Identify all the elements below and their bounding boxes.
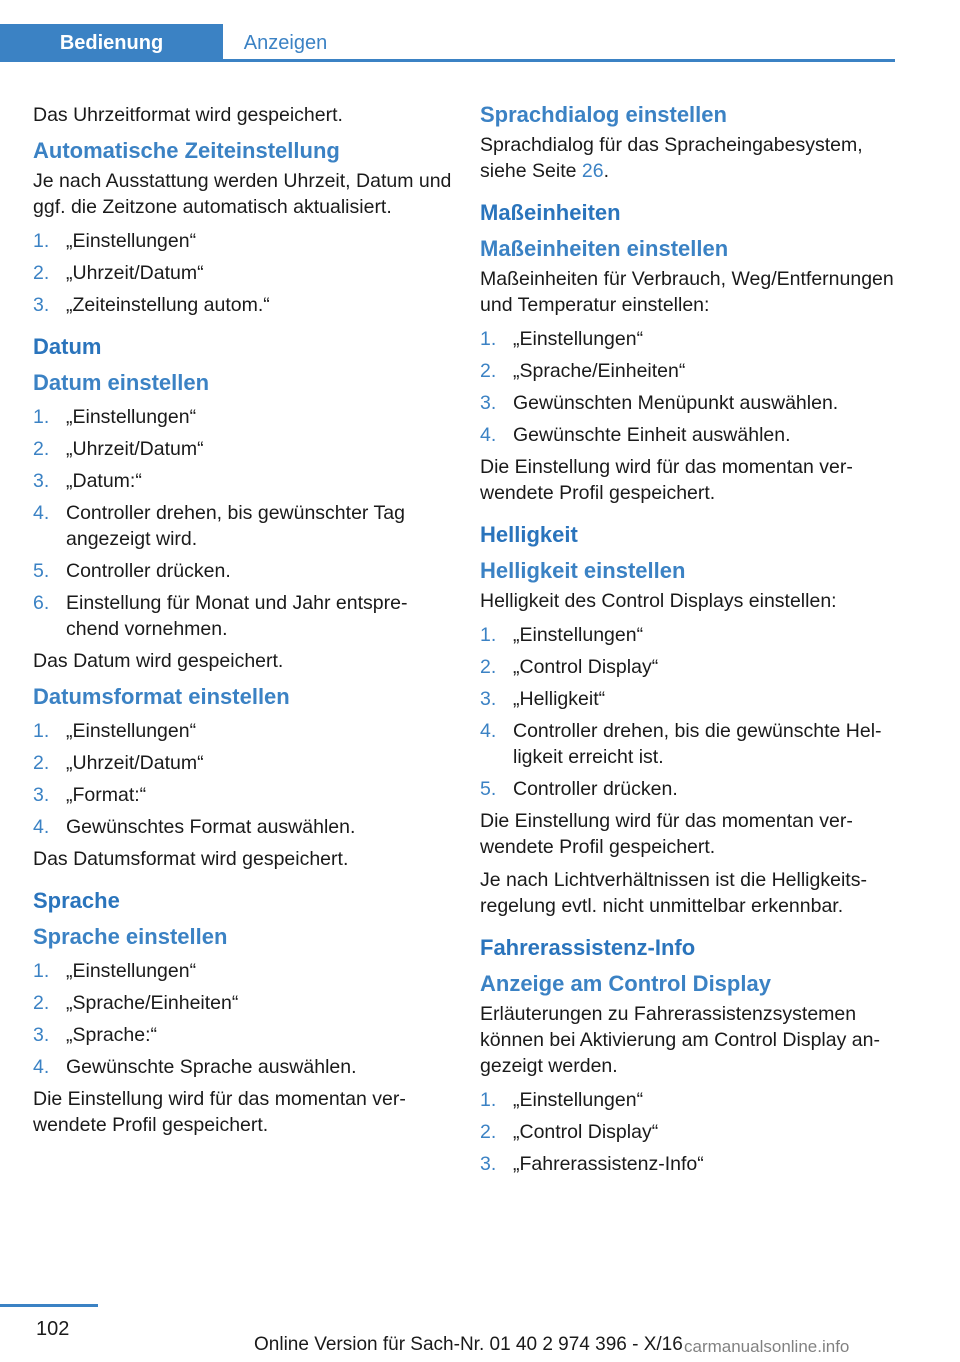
heading-datumsformat-einstellen: Datumsformat einstellen xyxy=(33,684,290,709)
list-item: 3. „Format:“ xyxy=(33,784,147,806)
list-item: 1. „Einstellungen“ xyxy=(33,960,197,982)
steps-einheiten xyxy=(480,326,900,448)
fahrer-description: Erläuterungen zu Fahrerassistenzsystemen können bei Aktivierung am Control Display angezeigt werden. xyxy=(480,1003,880,1077)
list-item: 4. Gewünschte Einheit auswählen. xyxy=(480,424,791,446)
list-item: 1. „Einstellungen“ xyxy=(480,1089,644,1111)
tab-anzeigen-label: Anzeigen xyxy=(243,31,328,54)
list-item: 1. „Einstellungen“ xyxy=(33,720,197,742)
header-divider xyxy=(223,59,895,62)
heading-automatische-zeiteinstellung: Automatische Zeiteinstellung xyxy=(33,138,340,163)
uhrzeitformat-result: Das Uhrzeitformat wird gespeichert. xyxy=(33,104,343,126)
tab-bedienung-label: Bedienung xyxy=(59,31,164,54)
steps-helligkeit xyxy=(480,622,900,802)
list-item: 1. „Einstellungen“ xyxy=(33,230,197,252)
list-item: 4. Controller drehen, bis gewünschter Tag angezeigt wird. xyxy=(33,502,405,550)
list-item: 5. Controller drücken. xyxy=(480,778,678,800)
sprache-result: Die Einstellung wird für das momentan verwendete Profil gespeichert. xyxy=(33,1088,406,1136)
list-item: 2. „Uhrzeit/Datum“ xyxy=(33,438,204,460)
right-column xyxy=(480,102,900,1183)
tab-anzeigen[interactable] xyxy=(223,24,348,62)
steps-fahrer xyxy=(480,1087,900,1177)
list-item: 4. Gewünschtes Format auswählen. xyxy=(33,816,356,838)
list-item: 3. „Helligkeit“ xyxy=(480,688,606,710)
steps-sprache xyxy=(33,958,453,1080)
helligkeit-note: Je nach Lichtverhältnissen ist die Helligkeitsregelung evtl. nicht unmittelbar erkennbar. xyxy=(480,869,867,917)
list-item: 2. „Uhrzeit/Datum“ xyxy=(33,752,204,774)
list-item: 4. Controller drehen, bis die gewünschte Helligkeit erreicht ist. xyxy=(480,720,882,768)
heading-fahrerassistenz-info: Fahrerassistenz-Info xyxy=(480,935,696,960)
list-item: 2. „Uhrzeit/Datum“ xyxy=(33,262,204,284)
list-item: 3. „Datum:“ xyxy=(33,470,142,492)
page-header xyxy=(0,0,895,62)
datum-result: Das Datum wird gespeichert. xyxy=(33,650,284,672)
heading-datum: Datum xyxy=(33,334,102,359)
heading-masseinheiten: Maßeinheiten xyxy=(480,200,621,225)
list-item: 3. Gewünschten Menüpunkt auswählen. xyxy=(480,392,839,414)
heading-masseinheiten-einstellen: Maßeinheiten einstellen xyxy=(480,236,729,261)
steps-datum xyxy=(33,404,453,642)
einheiten-result: Die Einstellung wird für das momentan verwendete Profil gespeichert. xyxy=(480,456,853,504)
helligkeit-description: Helligkeit des Control Displays einstellen: xyxy=(480,590,837,612)
tab-bedienung[interactable] xyxy=(0,24,223,62)
list-item: 6. Einstellung für Monat und Jahr entsprechend vornehmen. xyxy=(33,592,408,640)
heading-helligkeit: Helligkeit xyxy=(480,522,578,547)
list-item: 2. „Sprache/Einheiten“ xyxy=(33,992,239,1014)
list-item: 2. „Control Display“ xyxy=(480,656,659,678)
steps-auto xyxy=(33,228,453,318)
list-item: 1. „Einstellungen“ xyxy=(33,406,197,428)
heading-datum-einstellen: Datum einstellen xyxy=(33,370,210,395)
list-item: 5. Controller drücken. xyxy=(33,560,231,582)
auto-description: Je nach Ausstattung werden Uhrzeit, Datum und ggf. die Zeitzone automatisch aktualisiert. xyxy=(33,170,452,218)
footer-divider xyxy=(0,1304,98,1307)
footer-version-text: Online Version für Sach-Nr. 01 40 2 974 396 - X/16 xyxy=(254,1334,683,1355)
page-reference-link[interactable]: 26 xyxy=(581,160,604,182)
format-result: Das Datumsformat wird gespeichert. xyxy=(33,848,349,870)
list-item: 2. „Sprache/Einheiten“ xyxy=(480,360,686,382)
heading-sprache-einstellen: Sprache einstellen xyxy=(33,924,228,949)
einheiten-description: Maßeinheiten für Verbrauch, Weg/Entfernungen und Temperatur einstellen: xyxy=(480,268,894,316)
list-item: 3. „Sprache:“ xyxy=(33,1024,158,1046)
page-number: 102 xyxy=(36,1318,70,1340)
helligkeit-result: Die Einstellung wird für das momentan verwendete Profil gespeichert. xyxy=(480,810,853,858)
list-item: 3. „Zeiteinstellung autom.“ xyxy=(33,294,270,316)
list-item: 1. „Einstellungen“ xyxy=(480,328,644,350)
steps-format xyxy=(33,718,453,840)
list-item: 2. „Control Display“ xyxy=(480,1121,659,1143)
list-item: 1. „Einstellungen“ xyxy=(480,624,644,646)
list-item: 4. Gewünschte Sprache auswählen. xyxy=(33,1056,357,1078)
heading-helligkeit-einstellen: Helligkeit einstellen xyxy=(480,558,686,583)
heading-sprache: Sprache xyxy=(33,888,120,913)
sprachdialog-description: Sprachdialog für das Spracheingabesystem, siehe Seite 26. xyxy=(480,134,863,182)
watermark: carmanualsonline.info xyxy=(684,1337,850,1356)
left-column xyxy=(33,102,453,1145)
list-item: 3. „Fahrerassistenz-Info“ xyxy=(480,1153,704,1175)
heading-sprachdialog-einstellen: Sprachdialog einstellen xyxy=(480,102,727,127)
heading-anzeige-control-display: Anzeige am Control Display xyxy=(480,971,771,996)
